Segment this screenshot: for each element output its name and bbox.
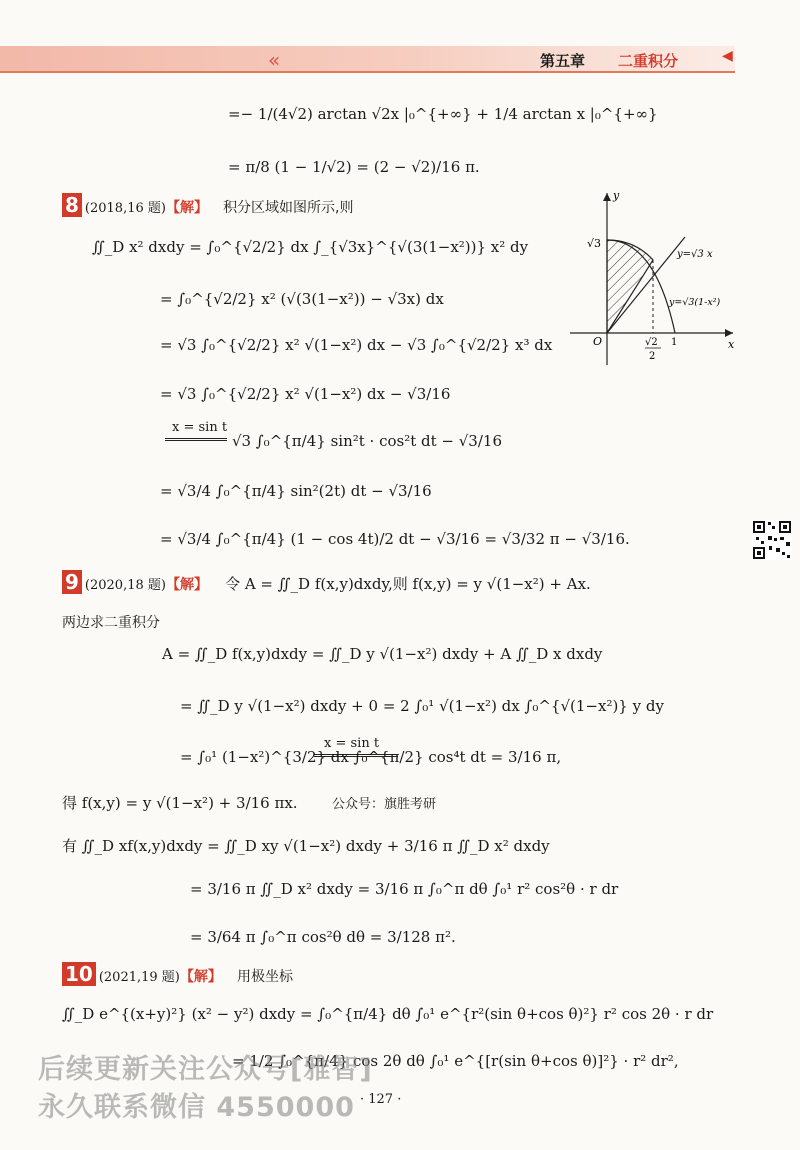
- problem-intro: 用极坐标: [236, 969, 293, 985]
- problem-10-header: [62, 962, 293, 986]
- top-line-1: =− 1/(4√2) arctan √2x |₀^{+∞} + 1/4 arctan x |₀^{+∞}: [228, 105, 658, 123]
- curve-label: y=√3(1-x²): [669, 297, 721, 308]
- x-tick-one: 1: [671, 337, 678, 348]
- p8-step-2: = ∫₀^{√2/2} x² (√(3(1−x²)) − √3x) dx: [160, 290, 444, 308]
- watermark-line-2: 永久联系微信 4550000: [38, 1092, 355, 1123]
- p9-step-3: = ∫₀¹ (1−x²)^{3/2} dx ∫₀^{π/2} cos⁴t dt = 3/16 π,: [180, 748, 562, 766]
- wechat-note: 公众号：旗胜考研: [332, 797, 437, 812]
- problem-source: (2018,16 题): [84, 201, 166, 216]
- p9-step-6: = 3/64 π ∫₀^π cos²θ dθ = 3/128 π².: [190, 928, 456, 946]
- x-arrow: [725, 329, 733, 337]
- x-tick-num: √2: [645, 337, 658, 348]
- header-rule: [0, 71, 735, 73]
- substitution-label: x = sin t: [324, 736, 380, 751]
- solution-tag: 【解】: [179, 969, 222, 985]
- top-line-2: = π/8 (1 − 1/√2) = (2 − √2)/16 π.: [228, 158, 480, 176]
- y-axis-label: y: [613, 189, 620, 202]
- p8-step-3: = √3 ∫₀^{√2/2} x² √(1−x²) dx − √3 ∫₀^{√2/2} x³ dx: [160, 336, 553, 354]
- origin-label: O: [593, 335, 603, 348]
- problem-number: 10: [62, 962, 96, 986]
- problem-8-header: [62, 193, 354, 217]
- x-axis-label: x: [728, 338, 735, 351]
- y-arrow: [603, 193, 611, 201]
- substitution-label: x = sin t: [172, 420, 228, 435]
- watermark-line-1: 后续更新关注公众号[雅智]: [38, 1054, 373, 1085]
- p10-step-2: = 1/2 ∫₀^{π/4} cos 2θ dθ ∫₀¹ e^{[r(sin θ+cos θ)]²} · r² dr²,: [232, 1052, 679, 1070]
- problem-number: 8: [62, 193, 82, 217]
- problem-number: 9: [62, 570, 82, 594]
- p9-step-5: = 3/16 π ∬_D x² dxdy = 3/16 π ∫₀^π dθ ∫₀¹ r² cos²θ · r dr: [190, 880, 619, 898]
- chevron-left-icon: «: [268, 48, 281, 72]
- p9-step-2: = ∬_D y √(1−x²) dxdy + 0 = 2 ∫₀¹ √(1−x²) dx ∫₀^{√(1−x²)} y dy: [180, 697, 664, 715]
- region-figure: [565, 185, 740, 370]
- line-label: y=√3 x: [677, 249, 713, 260]
- chapter-label: 第五章: [540, 52, 586, 70]
- problem-caption: 两边求二重积分: [62, 615, 160, 631]
- p10-step-1: ∬_D e^{(x+y)²} (x² − y²) dxdy = ∫₀^{π/4} dθ ∫₀¹ e^{r²(sin θ+cos θ)²} r² cos 2θ · r dr: [62, 1005, 714, 1023]
- y-tick-label: √3: [587, 237, 602, 250]
- p9-step-4: 有 ∬_D xf(x,y)dxdy = ∬_D xy √(1−x²) dxdy + 3/16 π ∬_D x² dxdy: [62, 837, 550, 855]
- p8-step-4: = √3 ∫₀^{√2/2} x² √(1−x²) dx − √3/16: [160, 385, 451, 403]
- problem-9-header: [62, 570, 591, 594]
- x-tick-den: 2: [649, 351, 656, 362]
- problem-intro: 积分区域如图所示,则: [223, 200, 354, 216]
- p8-step-6: = √3/4 ∫₀^{π/4} sin²(2t) dt − √3/16: [160, 482, 432, 500]
- page-number: · 127 ·: [360, 1092, 402, 1107]
- p8-step-1: ∬_D x² dxdy = ∫₀^{√2/2} dx ∫_{√3x}^{√(3(1−x²))} x² dy: [92, 238, 529, 256]
- p9-result: 得 f(x,y) = y √(1−x²) + 3/16 πx.: [62, 794, 298, 812]
- p9-step-1: A = ∬_D f(x,y)dxdy = ∬_D y √(1−x²) dxdy + A ∬_D x dxdy: [162, 645, 603, 663]
- solution-tag: 【解】: [165, 577, 208, 593]
- problem-source: (2020,18 题): [84, 578, 166, 593]
- problem-intro: 令 A = ∬_D f(x,y)dxdy,则 f(x,y) = y √(1−x²) + Ax.: [225, 575, 591, 593]
- qr-code-icon: [752, 520, 792, 560]
- triangle-icon: ◀: [722, 48, 733, 64]
- p8-step-7: = √3/4 ∫₀^{π/4} (1 − cos 4t)/2 dt − √3/16 = √3/32 π − √3/16.: [160, 530, 630, 548]
- problem-source: (2021,19 题): [98, 970, 180, 985]
- solution-tag: 【解】: [165, 200, 208, 216]
- hatched-region: [607, 240, 653, 333]
- chapter-topic: 二重积分: [618, 52, 679, 70]
- p8-step-5: √3 ∫₀^{π/4} sin²t · cos²t dt − √3/16: [232, 432, 502, 450]
- substitution-arrow: [165, 438, 227, 441]
